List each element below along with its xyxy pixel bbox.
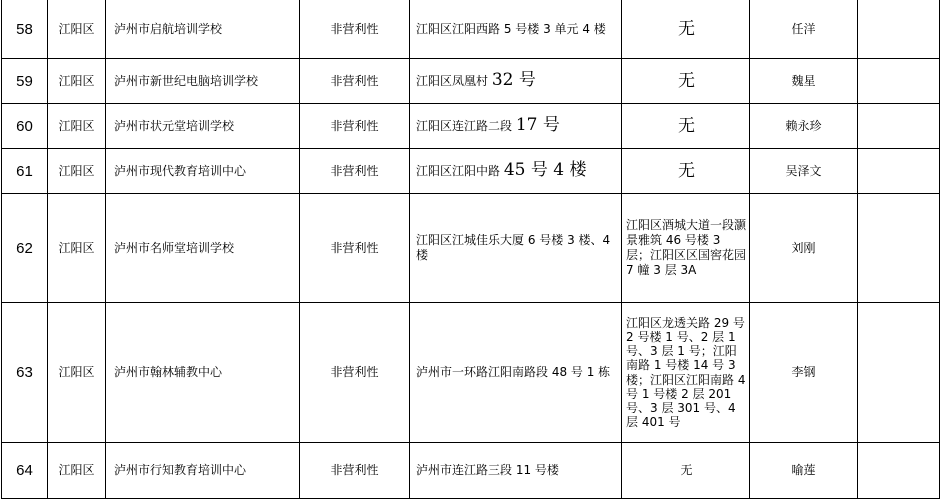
school-name-cell: 泸州市状元堂培训学校	[106, 104, 300, 149]
other-address-cell: 无	[622, 59, 750, 104]
table-row	[2, 303, 940, 443]
table-row	[2, 0, 940, 59]
other-address-cell: 无	[622, 443, 750, 499]
school-name-cell: 泸州市启航培训学校	[106, 0, 300, 59]
row-number: 58	[2, 0, 48, 59]
address-text: 江阳区江阳中路	[416, 164, 504, 178]
address-cell	[410, 149, 622, 194]
district-cell: 江阳区	[48, 443, 106, 499]
address-text: 泸州市连江路三段 11 号楼	[416, 463, 559, 477]
address-cell	[410, 443, 622, 499]
address-text: 江阳区连江路二段	[416, 119, 516, 133]
legal-person-cell: 刘刚	[750, 194, 858, 303]
table-row	[2, 149, 940, 194]
district-cell: 江阳区	[48, 0, 106, 59]
address-cell	[410, 59, 622, 104]
other-address-cell: 江阳区龙透关路 29 号 2 号楼 1 号、2 层 1 号、3 层 1 号；江阳南路 1 号楼 14 号 3 楼；江阳区江阳南路 4 号 1 号楼 2 层 201 号、3 层 301 号、4 层 401 号	[622, 303, 750, 443]
address-text: 号	[537, 115, 560, 135]
empty-cell	[858, 149, 940, 194]
table-row	[2, 104, 940, 149]
address-text: 楼	[564, 160, 587, 180]
nature-cell: 非营利性	[300, 149, 410, 194]
nature-cell: 非营利性	[300, 443, 410, 499]
other-address-cell: 江阳区酒城大道一段灏景雅筑 46 号楼 3 层；江阳区区国窖花园 7 幢 3 层 3A	[622, 194, 750, 303]
row-number: 60	[2, 104, 48, 149]
empty-cell	[858, 303, 940, 443]
legal-person-cell: 吴泽文	[750, 149, 858, 194]
address-text: 号	[513, 70, 536, 90]
row-number: 61	[2, 149, 48, 194]
district-cell: 江阳区	[48, 194, 106, 303]
row-number: 62	[2, 194, 48, 303]
empty-cell	[858, 443, 940, 499]
table-row	[2, 443, 940, 499]
address-number: 4	[553, 160, 565, 180]
address-number: 32	[491, 70, 514, 90]
row-number: 64	[2, 443, 48, 499]
nature-cell: 非营利性	[300, 104, 410, 149]
address-text: 江阳区凤凰村	[416, 74, 492, 88]
legal-person-cell: 赖永珍	[750, 104, 858, 149]
school-name-cell: 泸州市现代教育培训中心	[106, 149, 300, 194]
address-number: 17	[515, 115, 538, 135]
district-cell: 江阳区	[48, 59, 106, 104]
address-cell	[410, 303, 622, 443]
row-number: 63	[2, 303, 48, 443]
table-row	[2, 194, 940, 303]
district-cell: 江阳区	[48, 104, 106, 149]
other-address-cell: 无	[622, 0, 750, 59]
nature-cell: 非营利性	[300, 59, 410, 104]
empty-cell	[858, 104, 940, 149]
address-cell	[410, 194, 622, 303]
address-text: 泸州市一环路江阳南路段 48 号 1 栋	[416, 365, 611, 379]
legal-person-cell: 喻莲	[750, 443, 858, 499]
legal-person-cell: 魏星	[750, 59, 858, 104]
empty-cell	[858, 0, 940, 59]
address-text: 江阳区江城佳乐大厦 6 号楼 3 楼、4 楼	[416, 233, 611, 262]
school-name-cell: 泸州市行知教育培训中心	[106, 443, 300, 499]
school-table	[1, 0, 940, 499]
other-address-cell: 无	[622, 104, 750, 149]
district-cell: 江阳区	[48, 149, 106, 194]
empty-cell	[858, 59, 940, 104]
school-name-cell: 泸州市新世纪电脑培训学校	[106, 59, 300, 104]
empty-cell	[858, 194, 940, 303]
school-name-cell: 泸州市名师堂培训学校	[106, 194, 300, 303]
table-row	[2, 59, 940, 104]
address-text: 号	[525, 160, 554, 180]
address-text: 江阳区江阳西路 5 号楼 3 单元 4 楼	[416, 21, 606, 36]
row-number: 59	[2, 59, 48, 104]
nature-cell: 非营利性	[300, 0, 410, 59]
legal-person-cell: 任洋	[750, 0, 858, 59]
district-cell: 江阳区	[48, 303, 106, 443]
school-name-cell: 泸州市翰林辅教中心	[106, 303, 300, 443]
other-address-cell: 无	[622, 149, 750, 194]
address-cell	[410, 104, 622, 149]
legal-person-cell: 李钢	[750, 303, 858, 443]
address-number: 45	[503, 160, 526, 180]
address-cell	[410, 0, 622, 59]
nature-cell: 非营利性	[300, 194, 410, 303]
nature-cell: 非营利性	[300, 303, 410, 443]
